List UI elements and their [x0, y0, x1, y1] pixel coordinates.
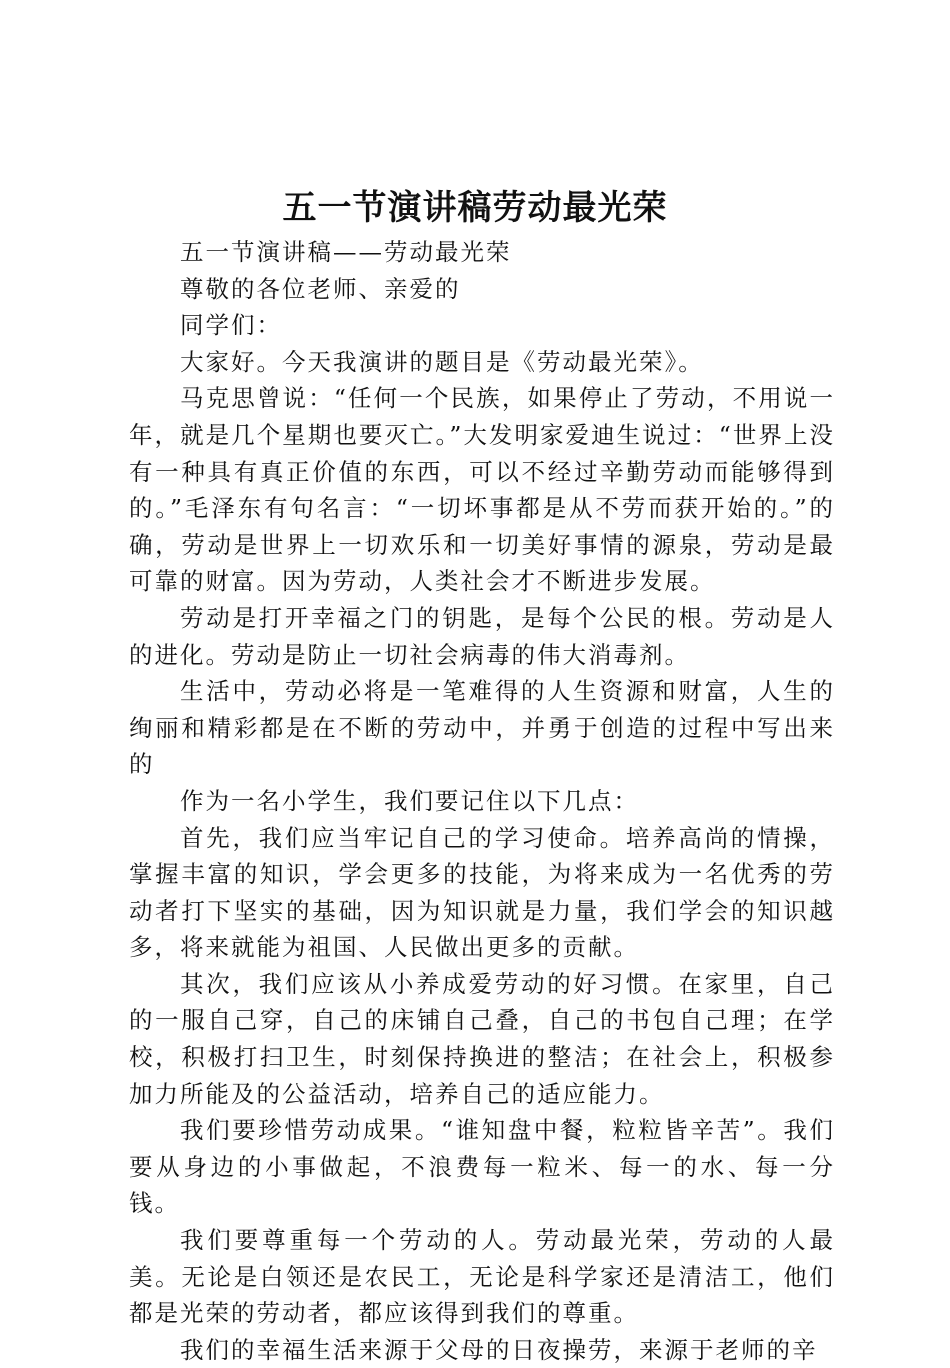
paragraph-13: 我们的幸福生活来源于父母的日夜操劳，来源于老师的辛	[180, 1335, 818, 1364]
paragraph-9: 首先，我们应当牢记自己的学习使命。培养高尚的情操，掌握丰富的知识，学会更多的技能，为将来成为一名优秀的劳动者打下坚实的基础，因为知识就是力量，我们学会的知识越多，将来就能为祖国、人民做出更多的贡献。	[129, 823, 835, 962]
paragraph-8: 作为一名小学生，我们要记住以下几点：	[180, 786, 639, 815]
paragraph-5: 马克思曾说：“任何一个民族，如果停止了劳动，不用说一年，就是几个星期也要灭亡。”大发明家爱迪生说过：“世界上没有一种具有真正价值的东西，可以不经过辛勤劳动而能够得到的。”毛泽东有句名言：“一切坏事都是从不劳而获开始的。”的确，劳动是世界上一切欢乐和一切美好事情的源泉，劳动是最可靠的财富。因为劳动，人类社会才不断进步发展。	[129, 384, 835, 596]
paragraph-6: 劳动是打开幸福之门的钥匙，是每个公民的根。劳动是人的进化。劳动是防止一切社会病毒的伟大消毒剂。	[129, 603, 835, 669]
document-body	[129, 234, 835, 1368]
paragraph-11: 我们要珍惜劳动成果。“谁知盘中餐，粒粒皆辛苦”。我们要从身边的小事做起，不浪费每一粒米、每一的水、每一分钱。	[129, 1116, 835, 1218]
paragraph-4: 大家好。今天我演讲的题目是《劳动最光荣》。	[180, 347, 704, 376]
paragraph-3: 同学们：	[180, 311, 282, 340]
paragraph-12: 我们要尊重每一个劳动的人。劳动最光荣，劳动的人最美。无论是白领还是农民工，无论是科学家还是清洁工，他们都是光荣的劳动者，都应该得到我们的尊重。	[129, 1226, 835, 1328]
document-title: 五一节演讲稿劳动最光荣	[282, 188, 668, 228]
paragraph-2: 尊敬的各位老师、亲爱的	[180, 274, 461, 303]
paragraph-7: 生活中，劳动必将是一笔难得的人生资源和财富，人生的绚丽和精彩都是在不断的劳动中，并勇于创造的过程中写出来的	[129, 677, 835, 779]
paragraph-1: 五一节演讲稿——劳动最光荣	[180, 238, 512, 266]
paragraph-10: 其次，我们应该从小养成爱劳动的好习惯。在家里，自己的一服自己穿，自己的床铺自己叠，自己的书包自己理；在学校，积极打扫卫生，时刻保持换进的整洁；在社会上，积极参加力所能及的公益活动，培养自己的适应能力。	[129, 969, 835, 1108]
